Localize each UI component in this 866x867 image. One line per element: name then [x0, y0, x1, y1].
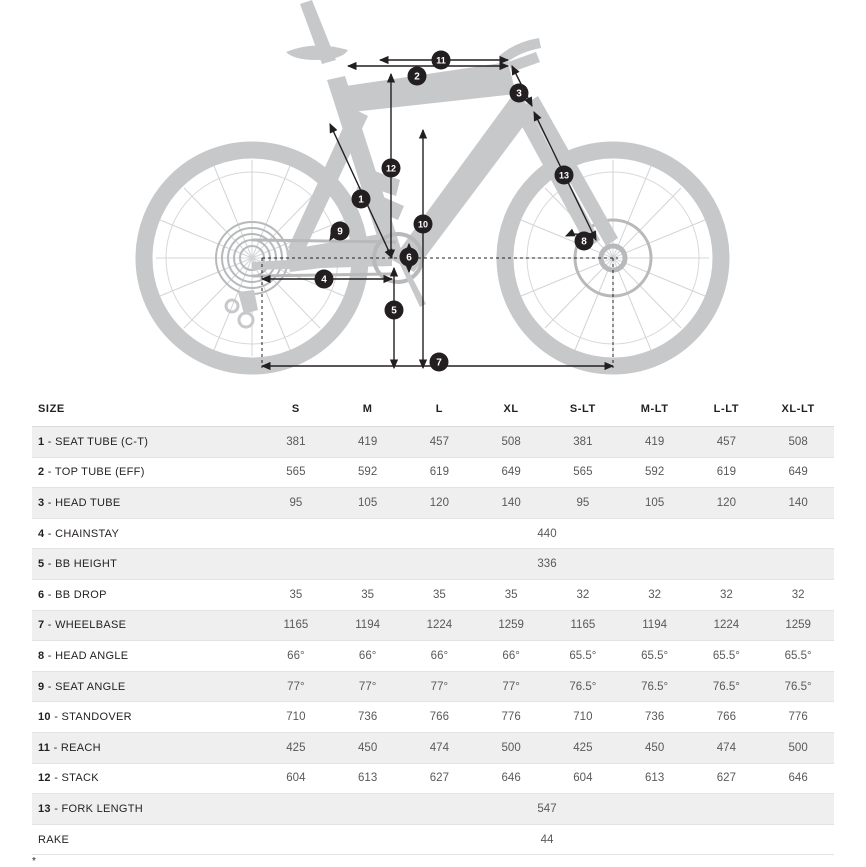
callout-10 — [414, 215, 433, 234]
row-label: 1 - SEAT TUBE (C-T) — [32, 427, 260, 458]
row-value-xl: 140 — [475, 488, 547, 519]
row-value-s: 1165 — [260, 610, 332, 641]
svg-text:3: 3 — [516, 88, 522, 100]
svg-text:13: 13 — [558, 170, 570, 181]
table-row — [32, 518, 834, 549]
row-value-all-sizes: 440 — [537, 527, 557, 540]
callout-6 — [400, 248, 419, 267]
row-label: RAKE — [38, 833, 70, 846]
row-label: 9 - SEAT ANGLE — [32, 671, 260, 702]
row-label: 6 - BB DROP — [38, 588, 107, 601]
row-value-s-lt: 76.5° — [547, 671, 619, 702]
row-value-s: 77° — [260, 671, 332, 702]
row-value-xl: 508 — [475, 427, 547, 458]
row-value-l: 766 — [429, 711, 449, 724]
row-value-s-lt: 604 — [573, 772, 593, 785]
callout-2 — [408, 67, 427, 86]
svg-text:6: 6 — [406, 252, 412, 264]
row-value-l: 120 — [404, 488, 476, 519]
bike-geometry-diagram — [0, 0, 866, 392]
row-label: 12 - STACK — [38, 772, 99, 785]
row-value-m-lt: 65.5° — [641, 649, 669, 662]
row-value-s-lt: 425 — [547, 732, 619, 763]
row-value-xl-lt: 140 — [762, 488, 834, 519]
row-value-l-lt: 32 — [719, 588, 733, 601]
table-col-header-s-lt: S-LT — [547, 392, 619, 427]
row-value-l: 1224 — [404, 610, 476, 641]
table-row — [32, 763, 834, 794]
table-row — [32, 488, 834, 519]
row-value-m: 35 — [361, 588, 375, 601]
row-value-s-lt: 381 — [547, 427, 619, 458]
table-row — [32, 610, 834, 641]
row-label: 8 - HEAD ANGLE — [38, 649, 129, 662]
row-value-all-sizes: 547 — [260, 794, 834, 825]
row-value-xl: 66° — [502, 649, 520, 662]
row-value-s: 425 — [260, 732, 332, 763]
row-value-m: 1194 — [332, 610, 404, 641]
table-row — [32, 579, 834, 610]
row-value-l: 77° — [404, 671, 476, 702]
row-value-m: 613 — [358, 772, 378, 785]
row-value-m: 419 — [332, 427, 404, 458]
row-value-s: 95 — [260, 488, 332, 519]
callout-5 — [385, 301, 404, 320]
row-value-xl-lt: 646 — [788, 772, 808, 785]
row-value-s: 381 — [260, 427, 332, 458]
table-row — [32, 457, 834, 488]
row-label: 13 - FORK LENGTH — [32, 794, 260, 825]
row-label: 5 - BB HEIGHT — [32, 549, 260, 580]
row-value-xl-lt: 76.5° — [762, 671, 834, 702]
svg-text:12: 12 — [385, 163, 397, 174]
row-value-xl-lt: 649 — [788, 466, 808, 479]
row-value-m: 77° — [332, 671, 404, 702]
row-value-xl-lt: 508 — [762, 427, 834, 458]
svg-text:1: 1 — [358, 194, 364, 206]
row-value-m-lt: 32 — [648, 588, 662, 601]
footnote: * — [32, 856, 36, 867]
svg-text:7: 7 — [436, 357, 442, 369]
row-value-m-lt: 76.5° — [619, 671, 691, 702]
row-value-s-lt: 565 — [573, 466, 593, 479]
table-col-header-size: SIZE — [32, 392, 260, 427]
table-col-header-l: L — [404, 392, 476, 427]
callout-12 — [382, 159, 401, 178]
table-col-header-xl-lt: XL-LT — [762, 392, 834, 427]
row-value-xl: 35 — [504, 588, 518, 601]
row-value-s-lt: 1165 — [547, 610, 619, 641]
row-value-l-lt: 76.5° — [691, 671, 763, 702]
row-value-s-lt: 32 — [576, 588, 590, 601]
callout-3 — [510, 84, 529, 103]
row-value-s: 66° — [287, 649, 305, 662]
row-label: 4 - CHAINSTAY — [38, 527, 120, 540]
table-col-header-m-lt: M-LT — [619, 392, 691, 427]
row-value-xl-lt: 1259 — [762, 610, 834, 641]
row-value-s: 565 — [286, 466, 306, 479]
row-value-m-lt: 450 — [619, 732, 691, 763]
row-value-m-lt: 592 — [645, 466, 665, 479]
svg-text:9: 9 — [337, 226, 343, 238]
row-value-l-lt: 65.5° — [712, 649, 740, 662]
svg-text:2: 2 — [414, 71, 420, 83]
row-value-s: 35 — [289, 588, 303, 601]
callout-9 — [331, 222, 350, 241]
row-value-l-lt: 766 — [716, 711, 736, 724]
svg-text:5: 5 — [391, 305, 397, 317]
row-value-xl-lt: 65.5° — [784, 649, 812, 662]
row-value-l: 457 — [404, 427, 476, 458]
row-value-m: 450 — [332, 732, 404, 763]
table-header — [32, 392, 834, 427]
table-body — [32, 427, 834, 855]
row-label: 10 - STANDOVER — [38, 711, 132, 724]
row-value-m: 66° — [358, 649, 377, 662]
callout-11 — [432, 51, 451, 70]
table-row — [32, 794, 834, 825]
row-value-xl: 646 — [501, 772, 521, 785]
table-row — [32, 702, 834, 733]
row-value-m: 592 — [358, 466, 378, 479]
svg-text:8: 8 — [581, 236, 587, 248]
row-value-l: 66° — [430, 649, 449, 662]
row-value-m: 105 — [332, 488, 404, 519]
table-col-header-s: S — [260, 392, 332, 427]
table-row — [32, 824, 834, 855]
svg-text:11: 11 — [436, 55, 446, 66]
row-value-s: 710 — [286, 711, 306, 724]
geometry-table — [32, 392, 834, 855]
row-value-xl: 776 — [501, 711, 521, 724]
callout-1 — [352, 190, 371, 209]
row-value-l-lt: 457 — [691, 427, 763, 458]
table-col-header-xl: XL — [475, 392, 547, 427]
table-col-header-l-lt: L-LT — [691, 392, 763, 427]
row-value-all-sizes: 336 — [260, 549, 834, 580]
table-row — [32, 427, 834, 458]
row-label: 11 - REACH — [32, 732, 260, 763]
callout-4 — [315, 270, 334, 289]
row-value-m-lt: 419 — [619, 427, 691, 458]
row-value-xl: 649 — [501, 466, 521, 479]
row-value-s-lt: 95 — [547, 488, 619, 519]
row-value-m: 736 — [358, 711, 378, 724]
bike-silhouette — [144, 0, 721, 366]
row-value-m-lt: 736 — [645, 711, 665, 724]
row-value-xl: 1259 — [475, 610, 547, 641]
row-value-l: 35 — [432, 588, 446, 601]
row-value-m-lt: 105 — [619, 488, 691, 519]
callout-13 — [555, 166, 574, 185]
row-value-s-lt: 710 — [573, 711, 593, 724]
row-label: 2 - TOP TUBE (EFF) — [38, 466, 145, 479]
row-value-s-lt: 65.5° — [569, 649, 597, 662]
row-value-all-sizes: 44 — [540, 833, 554, 846]
table-row — [32, 549, 834, 580]
row-value-l: 474 — [404, 732, 476, 763]
table-row — [32, 641, 834, 672]
row-value-l-lt: 619 — [716, 466, 736, 479]
row-value-xl-lt: 776 — [788, 711, 808, 724]
row-value-xl-lt: 32 — [791, 588, 805, 601]
svg-text:10: 10 — [417, 219, 429, 230]
row-value-m-lt: 613 — [645, 772, 665, 785]
row-value-xl-lt: 500 — [762, 732, 834, 763]
row-value-l-lt: 627 — [716, 772, 736, 785]
row-value-l-lt: 474 — [691, 732, 763, 763]
row-value-xl: 77° — [475, 671, 547, 702]
table-row — [32, 732, 834, 763]
table-col-header-m: M — [332, 392, 404, 427]
row-value-s: 604 — [286, 772, 306, 785]
callout-7 — [430, 353, 449, 372]
table-row — [32, 671, 834, 702]
row-value-l-lt: 120 — [691, 488, 763, 519]
svg-text:4: 4 — [321, 274, 327, 286]
row-value-l-lt: 1224 — [691, 610, 763, 641]
row-value-l: 619 — [429, 466, 449, 479]
row-value-xl: 500 — [475, 732, 547, 763]
row-value-m-lt: 1194 — [619, 610, 691, 641]
row-label: 7 - WHEELBASE — [32, 610, 260, 641]
row-value-l: 627 — [429, 772, 449, 785]
row-label: 3 - HEAD TUBE — [32, 488, 260, 519]
callout-8 — [575, 232, 594, 251]
